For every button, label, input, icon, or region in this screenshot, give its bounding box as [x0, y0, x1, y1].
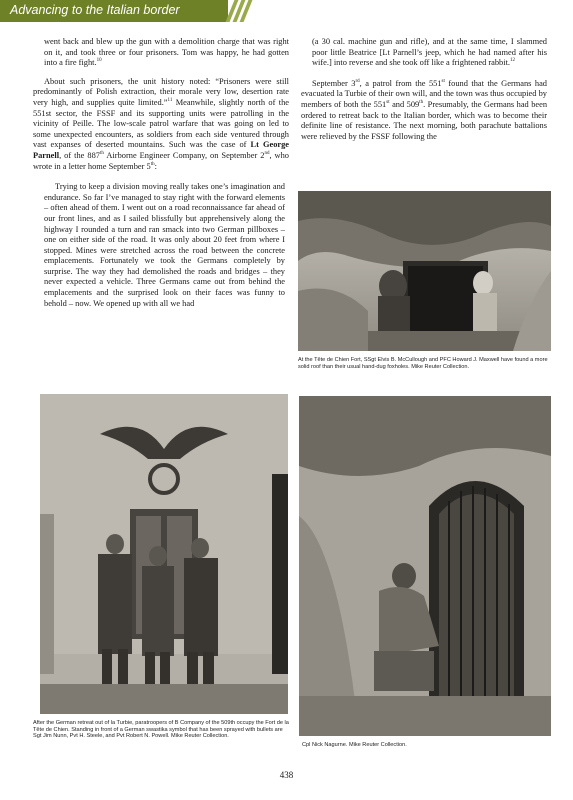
caption-photo-soldier-at-gate: Cpl Nick Nagurne. Mike Reuter Collection.: [302, 742, 407, 748]
header-bar: [0, 0, 228, 22]
right-text-column: [301, 37, 547, 150]
photo-fort-soldiers-image: [298, 191, 551, 351]
caption-photo-three-paratroopers: After the German retreat out of la Turbie, paratroopers of B Company of the 509th occupy the Fort de la Tête de Chien. Standing in front of a German swastika symbol that has been sprayed with bullets are Sgt Jim Nunn, Pvt H. Steele, and Pvt Robert N. Powell. Mike Reuter Collection.: [33, 720, 289, 740]
caption-photo-fort-soldiers: At the Tête de Chien Fort, SSgt Elvis B. McCullough and PFC Howard J. Maxwell have found a more solid roof than their usual hand-dug foxholes. Mike Reuter Collection.: [298, 357, 548, 370]
photo-three-paratroopers-image: [40, 394, 288, 714]
photo-fort-soldiers: [298, 191, 551, 351]
left-text-column: [33, 37, 289, 317]
block-quote: Trying to keep a division moving really takes one’s imagination and endurance. So far I’ve managed to stay right with the forward elements – often ahead of them. I went out on a road reconnaissance far ahead of our front lines, and as I sailed blissfully but apprehensively along the highway I rounded a turn and ran smack into two German pillboxes – one on either side of the road. It was only about 20 feet from where I stopped. Mines were stretched across the road between the concrete emplacements. Fortunately we took the Germans completely by surprise. The way they had demolished the roads and bridges – they never expected a vehicle. Three Germans came out from behind the emplacements and the surprised look on their faces was funny to behold – now. We opened up with all we had: [44, 182, 285, 308]
block-quote-continued: (a 30 cal. machine gun and rifle), and at the same time, I slammed poor little Beatrice [Lt Parnell’s jeep, which he had named after his wife.] into reverse and she took off like a frightened rabbit.$^{12}$: [312, 37, 547, 68]
photo-three-paratroopers: [40, 394, 288, 714]
header-title: Advancing to the Italian border: [10, 3, 180, 17]
photo-soldier-at-gate-image: [299, 396, 551, 736]
page-number: 438: [279, 770, 294, 780]
running-header: [0, 0, 573, 22]
photo-soldier-at-gate: [299, 396, 551, 736]
paragraph: went back and blew up the gun with a demolition charge that was right on it, and took three or four prisoners. Tom was happy, he had gotten into a fire fight.$^{10}$: [44, 37, 289, 68]
paragraph: About such prisoners, the unit history noted: “Prisoners were still predominantly of Polish extraction, their morale very low, desertion rate very high, and supplies quite limited.”$^{11}$ Meanwhile, slightly north of the 551st sector, the FSSF and its supporting units were patrolling in the vicinity of Peille. The low-scale patrol warfare that was going on led to some unexpected encounters, as soldiers from each side ventured through vast expanses of deserted mountains. Such was the case of Lt George Parnell, of the 887th Airborne Engineer Company, on September 2nd, who wrote in a letter home September 5th:: [33, 76, 290, 171]
paragraph: September 3rd, a patrol from the 551st found that the Germans had evacuated la Turbie of their own will, and the town was thus occupied by members of both the 551st and 509th. Presumably, the Germans had been ordered to retreat back to the Italian border, which was to become their definite line of resistance. The next morning, both parachute battalions were relieved by the FSSF following the: [301, 78, 548, 141]
